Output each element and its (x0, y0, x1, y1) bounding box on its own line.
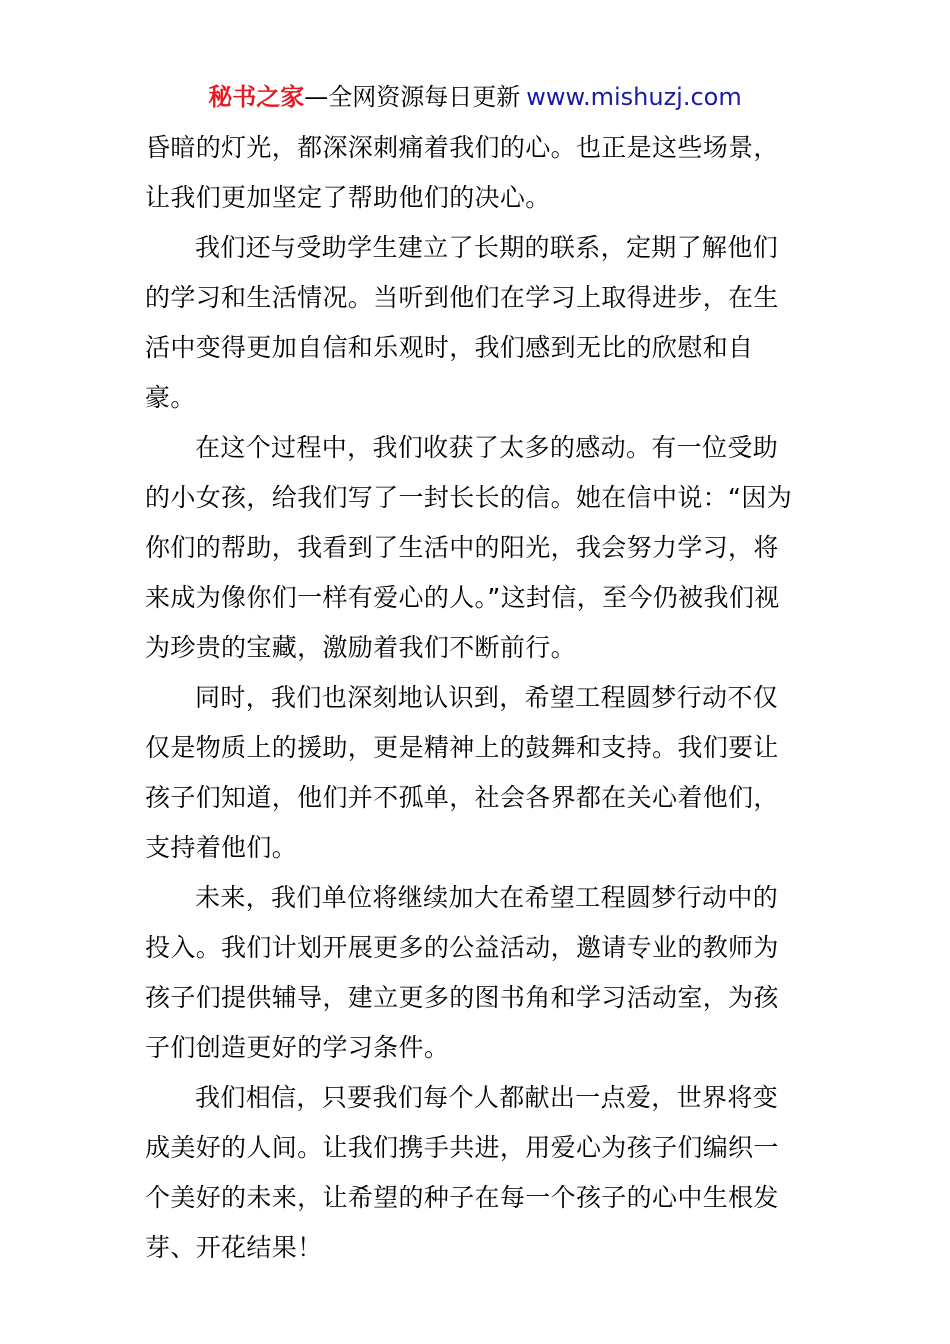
paragraph: 在这个过程中，我们收获了太多的感动。有一位受助的小女孩，给我们写了一封长长的信。她在信中说：“因为你们的帮助，我看到了生活中的阳光，我会努力学习，将来成为像你们一样有爱心的人。”这封信，至今仍被我们视为珍贵的宝藏，激励着我们不断前行。 (145, 433, 793, 662)
paragraph: 我们相信，只要我们每个人都献出一点爱，世界将变成美好的人间。让我们携手共进，用爱心为孩子们编织一个美好的未来，让希望的种子在每一个孩子的心中生根发芽、开花结果！ (145, 1083, 779, 1262)
document-body (145, 123, 795, 1273)
header-tagline: —全网资源每日更新 (304, 83, 521, 111)
paragraph: 未来，我们单位将继续加大在希望工程圆梦行动中的投入。我们计划开展更多的公益活动，邀请专业的教师为孩子们提供辅导，建立更多的图书角和学习活动室，为孩子们创造更好的学习条件。 (145, 883, 779, 1062)
site-header (0, 80, 950, 114)
brand-name: 秘书之家 (208, 83, 305, 111)
paragraph: 昏暗的灯光，都深深刺痛着我们的心。也正是这些场景，让我们更加坚定了帮助他们的决心。 (145, 133, 779, 212)
site-url-link[interactable]: www.mishuzj.com (526, 83, 742, 111)
paragraph: 我们还与受助学生建立了长期的联系，定期了解他们的学习和生活情况。当听到他们在学习上取得进步，在生活中变得更加自信和乐观时，我们感到无比的欣慰和自豪。 (145, 233, 779, 412)
paragraph: 同时，我们也深刻地认识到，希望工程圆梦行动不仅仅是物质上的援助，更是精神上的鼓舞和支持。我们要让孩子们知道，他们并不孤单，社会各界都在关心着他们，支持着他们。 (145, 683, 779, 862)
